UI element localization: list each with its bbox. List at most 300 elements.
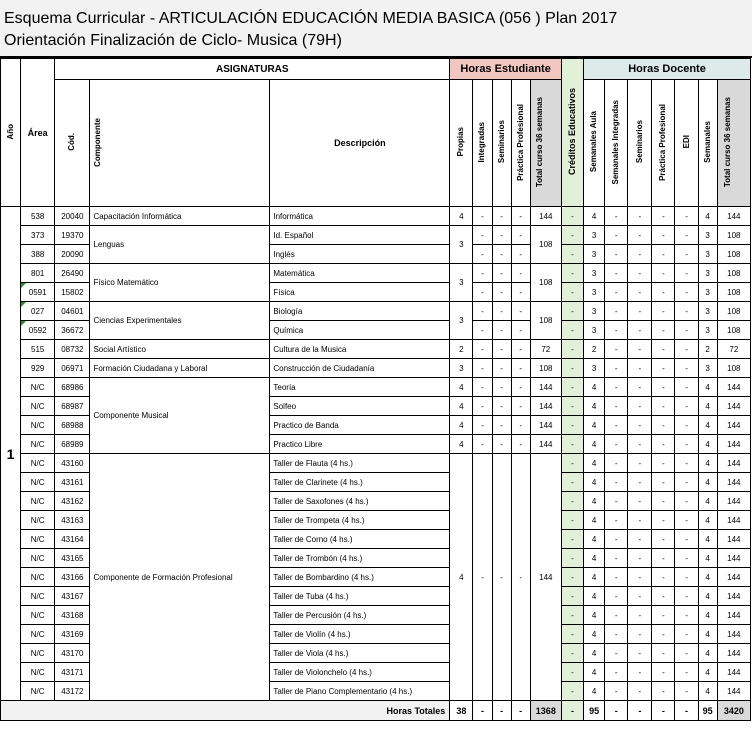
total-d-cell: 108 xyxy=(717,359,750,378)
table-row xyxy=(1,340,751,359)
sem-aula-cell: 4 xyxy=(584,511,605,530)
sem-integradas-cell: - xyxy=(605,473,628,492)
sem-aula-cell: 4 xyxy=(584,568,605,587)
sem-integradas-cell: - xyxy=(605,549,628,568)
cod-cell: 43165 xyxy=(55,549,90,568)
total-cell: 108 xyxy=(530,226,561,264)
seminarios-d-cell: - xyxy=(628,435,652,454)
descripcion-cell: Inglés xyxy=(270,245,450,264)
cod-cell: 06971 xyxy=(55,359,90,378)
semanales-cell: 4 xyxy=(698,587,717,606)
area-cell: N/C xyxy=(21,530,55,549)
totals-propias: 38 xyxy=(450,701,473,721)
creditos-cell: - xyxy=(561,530,583,549)
seminarios-cell: - xyxy=(492,283,511,302)
descripcion-cell: Taller de Tuba (4 hs.) xyxy=(270,587,450,606)
propias-cell: 2 xyxy=(450,340,473,359)
practica-d-cell: - xyxy=(652,682,675,701)
total-d-cell: 144 xyxy=(717,511,750,530)
area-cell: N/C xyxy=(21,473,55,492)
descripcion-cell: Matemática xyxy=(270,264,450,283)
sem-integradas-cell: - xyxy=(605,625,628,644)
sem-aula-cell: 4 xyxy=(584,625,605,644)
total-d-cell: 144 xyxy=(717,378,750,397)
componente-cell: Componente Musical xyxy=(90,378,270,454)
area-cell: 027 xyxy=(21,302,55,321)
header-asignaturas: ASIGNATURAS xyxy=(55,59,450,80)
seminarios-d-cell: - xyxy=(628,625,652,644)
edi-cell: - xyxy=(675,682,698,701)
descripcion-cell: Física xyxy=(270,283,450,302)
practica-d-cell: - xyxy=(652,454,675,473)
creditos-cell: - xyxy=(561,302,583,321)
practica-d-cell: - xyxy=(652,359,675,378)
propias-cell: 3 xyxy=(450,264,473,302)
edi-cell: - xyxy=(675,226,698,245)
area-cell: N/C xyxy=(21,435,55,454)
sem-integradas-cell: - xyxy=(605,682,628,701)
creditos-cell: - xyxy=(561,644,583,663)
sem-integradas-cell: - xyxy=(605,435,628,454)
practica-cell: - xyxy=(511,454,530,701)
sem-integradas-cell: - xyxy=(605,568,628,587)
area-cell: 929 xyxy=(21,359,55,378)
creditos-cell: - xyxy=(561,663,583,682)
area-cell: N/C xyxy=(21,549,55,568)
sem-aula-cell: 4 xyxy=(584,549,605,568)
cod-cell: 20090 xyxy=(55,245,90,264)
semanales-cell: 4 xyxy=(698,435,717,454)
descripcion-cell: Id. Español xyxy=(270,226,450,245)
practica-d-cell: - xyxy=(652,207,675,226)
total-cell: 144 xyxy=(530,454,561,701)
practica-d-cell: - xyxy=(652,321,675,340)
integradas-cell: - xyxy=(473,397,492,416)
seminarios-d-cell: - xyxy=(628,302,652,321)
practica-cell: - xyxy=(511,397,530,416)
semanales-cell: 4 xyxy=(698,625,717,644)
seminarios-d-cell: - xyxy=(628,530,652,549)
semanales-cell: 4 xyxy=(698,644,717,663)
semanales-cell: 3 xyxy=(698,359,717,378)
seminarios-d-cell: - xyxy=(628,397,652,416)
creditos-cell: - xyxy=(561,625,583,644)
sem-integradas-cell: - xyxy=(605,340,628,359)
total-cell: 144 xyxy=(530,435,561,454)
edi-cell: - xyxy=(675,625,698,644)
totals-practica: - xyxy=(511,701,530,721)
seminarios-d-cell: - xyxy=(628,663,652,682)
propias-cell: 3 xyxy=(450,302,473,340)
integradas-cell: - xyxy=(473,264,492,283)
table-row xyxy=(1,378,751,397)
sem-integradas-cell: - xyxy=(605,283,628,302)
seminarios-d-cell: - xyxy=(628,587,652,606)
sem-integradas-cell: - xyxy=(605,302,628,321)
practica-cell: - xyxy=(511,302,530,321)
header-cod: Cód. xyxy=(55,80,90,207)
semanales-cell: 4 xyxy=(698,568,717,587)
creditos-cell: - xyxy=(561,454,583,473)
propias-cell: 3 xyxy=(450,359,473,378)
sem-aula-cell: 4 xyxy=(584,682,605,701)
total-cell: 144 xyxy=(530,207,561,226)
edi-cell: - xyxy=(675,644,698,663)
seminarios-cell: - xyxy=(492,245,511,264)
area-cell: N/C xyxy=(21,378,55,397)
descripcion-cell: Taller de Percusión (4 hs.) xyxy=(270,606,450,625)
seminarios-d-cell: - xyxy=(628,340,652,359)
sem-aula-cell: 4 xyxy=(584,397,605,416)
sem-aula-cell: 4 xyxy=(584,530,605,549)
header-practica: Práctica Profesional xyxy=(511,80,530,207)
practica-d-cell: - xyxy=(652,663,675,682)
semanales-cell: 4 xyxy=(698,378,717,397)
practica-d-cell: - xyxy=(652,283,675,302)
table-row xyxy=(1,359,751,378)
edi-cell: - xyxy=(675,283,698,302)
creditos-cell: - xyxy=(561,549,583,568)
total-d-cell: 144 xyxy=(717,397,750,416)
area-cell: 801 xyxy=(21,264,55,283)
semanales-cell: 3 xyxy=(698,245,717,264)
sem-aula-cell: 3 xyxy=(584,359,605,378)
total-cell: 72 xyxy=(530,340,561,359)
seminarios-cell: - xyxy=(492,321,511,340)
table-row xyxy=(1,264,751,283)
practica-cell: - xyxy=(511,340,530,359)
creditos-cell: - xyxy=(561,682,583,701)
area-cell: N/C xyxy=(21,625,55,644)
creditos-cell: - xyxy=(561,473,583,492)
edi-cell: - xyxy=(675,549,698,568)
seminarios-cell: - xyxy=(492,264,511,283)
edi-cell: - xyxy=(675,435,698,454)
integradas-cell: - xyxy=(473,245,492,264)
descripcion-cell: Taller de Viola (4 hs.) xyxy=(270,644,450,663)
title-line-2: Orientación Finalización de Ciclo- Musica (79H) xyxy=(4,32,342,49)
practica-d-cell: - xyxy=(652,530,675,549)
creditos-cell: - xyxy=(561,435,583,454)
cod-cell: 36672 xyxy=(55,321,90,340)
cod-cell: 43160 xyxy=(55,454,90,473)
propias-cell: 4 xyxy=(450,454,473,701)
cod-cell: 43164 xyxy=(55,530,90,549)
sem-integradas-cell: - xyxy=(605,511,628,530)
seminarios-d-cell: - xyxy=(628,359,652,378)
componente-cell: Capacitación Informática xyxy=(90,207,270,226)
practica-d-cell: - xyxy=(652,511,675,530)
componente-cell: Componente de Formación Profesional xyxy=(90,454,270,701)
total-d-cell: 144 xyxy=(717,416,750,435)
header-seminarios: Seminarios xyxy=(492,80,511,207)
totals-aula: 95 xyxy=(584,701,605,721)
sem-integradas-cell: - xyxy=(605,663,628,682)
practica-d-cell: - xyxy=(652,245,675,264)
area-cell: N/C xyxy=(21,511,55,530)
sem-integradas-cell: - xyxy=(605,378,628,397)
header-horas-estudiante: Horas Estudiante xyxy=(450,59,562,80)
seminarios-d-cell: - xyxy=(628,568,652,587)
header-componente: Componente xyxy=(90,80,270,207)
sem-integradas-cell: - xyxy=(605,264,628,283)
totals-total: 1368 xyxy=(530,701,561,721)
total-d-cell: 144 xyxy=(717,644,750,663)
sem-aula-cell: 4 xyxy=(584,454,605,473)
cod-cell: 20040 xyxy=(55,207,90,226)
semanales-cell: 4 xyxy=(698,473,717,492)
descripcion-cell: Química xyxy=(270,321,450,340)
seminarios-cell: - xyxy=(492,454,511,701)
totals-row xyxy=(1,701,751,721)
cod-cell: 43170 xyxy=(55,644,90,663)
sem-aula-cell: 4 xyxy=(584,492,605,511)
practica-cell: - xyxy=(511,264,530,283)
cod-cell: 68989 xyxy=(55,435,90,454)
totals-semanales: 95 xyxy=(698,701,717,721)
practica-cell: - xyxy=(511,435,530,454)
componente-cell: Lenguas xyxy=(90,226,270,264)
sem-integradas-cell: - xyxy=(605,492,628,511)
total-d-cell: 72 xyxy=(717,340,750,359)
integradas-cell: - xyxy=(473,302,492,321)
propias-cell: 4 xyxy=(450,397,473,416)
creditos-cell: - xyxy=(561,492,583,511)
sem-integradas-cell: - xyxy=(605,359,628,378)
header-total36: Total curso 36 semanas xyxy=(530,80,561,207)
seminarios-d-cell: - xyxy=(628,321,652,340)
creditos-cell: - xyxy=(561,587,583,606)
practica-cell: - xyxy=(511,359,530,378)
header-practica-d: Práctica Profesional xyxy=(652,80,675,207)
total-d-cell: 144 xyxy=(717,473,750,492)
sem-aula-cell: 4 xyxy=(584,606,605,625)
semanales-cell: 4 xyxy=(698,663,717,682)
total-d-cell: 108 xyxy=(717,245,750,264)
sem-integradas-cell: - xyxy=(605,416,628,435)
total-cell: 144 xyxy=(530,416,561,435)
edi-cell: - xyxy=(675,568,698,587)
sem-aula-cell: 3 xyxy=(584,264,605,283)
semanales-cell: 4 xyxy=(698,454,717,473)
area-cell: N/C xyxy=(21,587,55,606)
descripcion-cell: Taller de Bombardino (4 hs.) xyxy=(270,568,450,587)
integradas-cell: - xyxy=(473,416,492,435)
edi-cell: - xyxy=(675,663,698,682)
totals-sem-integradas: - xyxy=(605,701,628,721)
sem-aula-cell: 4 xyxy=(584,473,605,492)
cod-cell: 43168 xyxy=(55,606,90,625)
header-edi: EDI xyxy=(675,80,698,207)
total-d-cell: 108 xyxy=(717,264,750,283)
table-row xyxy=(1,207,751,226)
practica-d-cell: - xyxy=(652,644,675,663)
seminarios-d-cell: - xyxy=(628,606,652,625)
area-cell: N/C xyxy=(21,397,55,416)
creditos-cell: - xyxy=(561,606,583,625)
creditos-cell: - xyxy=(561,264,583,283)
cod-cell: 04601 xyxy=(55,302,90,321)
creditos-cell: - xyxy=(561,321,583,340)
area-cell: N/C xyxy=(21,454,55,473)
header-sem-aula: Semanales Aula xyxy=(584,80,605,207)
cod-cell: 26490 xyxy=(55,264,90,283)
edi-cell: - xyxy=(675,264,698,283)
seminarios-cell: - xyxy=(492,397,511,416)
anio-value: 1 xyxy=(1,207,21,701)
propias-cell: 4 xyxy=(450,416,473,435)
area-cell: N/C xyxy=(21,568,55,587)
propias-cell: 4 xyxy=(450,378,473,397)
edi-cell: - xyxy=(675,397,698,416)
descripcion-cell: Biología xyxy=(270,302,450,321)
sem-aula-cell: 4 xyxy=(584,435,605,454)
practica-cell: - xyxy=(511,378,530,397)
cod-cell: 19370 xyxy=(55,226,90,245)
seminarios-d-cell: - xyxy=(628,644,652,663)
sem-aula-cell: 4 xyxy=(584,663,605,682)
sem-integradas-cell: - xyxy=(605,207,628,226)
componente-cell: Social Artístico xyxy=(90,340,270,359)
creditos-cell: - xyxy=(561,397,583,416)
header-sem-integradas: Semanales Integradas xyxy=(605,80,628,207)
practica-d-cell: - xyxy=(652,264,675,283)
total-cell: 108 xyxy=(530,264,561,302)
cod-cell: 68986 xyxy=(55,378,90,397)
practica-d-cell: - xyxy=(652,587,675,606)
practica-d-cell: - xyxy=(652,416,675,435)
total-d-cell: 144 xyxy=(717,454,750,473)
total-d-cell: 144 xyxy=(717,435,750,454)
edi-cell: - xyxy=(675,245,698,264)
header-creditos: Créditos Educativos xyxy=(561,59,583,207)
practica-d-cell: - xyxy=(652,606,675,625)
edi-cell: - xyxy=(675,587,698,606)
header-propias: Propias xyxy=(450,80,473,207)
area-cell: 515 xyxy=(21,340,55,359)
sem-aula-cell: 4 xyxy=(584,587,605,606)
descripcion-cell: Taller de Trombón (4 hs.) xyxy=(270,549,450,568)
semanales-cell: 4 xyxy=(698,397,717,416)
descripcion-cell: Practico de Banda xyxy=(270,416,450,435)
header-seminarios-d: Seminarios xyxy=(628,80,652,207)
totals-edi: - xyxy=(675,701,698,721)
sem-aula-cell: 4 xyxy=(584,416,605,435)
total-d-cell: 144 xyxy=(717,549,750,568)
descripcion-cell: Cultura de la Musica xyxy=(270,340,450,359)
semanales-cell: 4 xyxy=(698,207,717,226)
sem-integradas-cell: - xyxy=(605,321,628,340)
header-anio: Año xyxy=(1,59,21,207)
creditos-cell: - xyxy=(561,359,583,378)
descripcion-cell: Solfeo xyxy=(270,397,450,416)
cod-cell: 43172 xyxy=(55,682,90,701)
totals-total-d: 3420 xyxy=(717,701,750,721)
creditos-cell: - xyxy=(561,416,583,435)
descripcion-cell: Construcción de Ciudadanía xyxy=(270,359,450,378)
total-d-cell: 108 xyxy=(717,321,750,340)
totals-seminarios: - xyxy=(492,701,511,721)
table-row xyxy=(1,454,751,473)
seminarios-d-cell: - xyxy=(628,416,652,435)
semanales-cell: 4 xyxy=(698,511,717,530)
area-cell: N/C xyxy=(21,416,55,435)
sem-aula-cell: 4 xyxy=(584,644,605,663)
header-integradas: Integradas xyxy=(473,80,492,207)
header-total36-d: Total curso 36 semanas xyxy=(717,80,750,207)
semanales-cell: 3 xyxy=(698,226,717,245)
propias-cell: 4 xyxy=(450,207,473,226)
integradas-cell: - xyxy=(473,226,492,245)
semanales-cell: 4 xyxy=(698,416,717,435)
integradas-cell: - xyxy=(473,435,492,454)
descripcion-cell: Informática xyxy=(270,207,450,226)
header-semanales: Semanales xyxy=(698,80,717,207)
table-row xyxy=(1,226,751,245)
creditos-cell: - xyxy=(561,568,583,587)
seminarios-d-cell: - xyxy=(628,264,652,283)
semanales-cell: 3 xyxy=(698,264,717,283)
total-d-cell: 144 xyxy=(717,492,750,511)
header-horas-docente: Horas Docente xyxy=(584,59,751,80)
totals-creditos: - xyxy=(561,701,583,721)
total-cell: 144 xyxy=(530,397,561,416)
edi-cell: - xyxy=(675,321,698,340)
seminarios-d-cell: - xyxy=(628,283,652,302)
seminarios-d-cell: - xyxy=(628,549,652,568)
sem-aula-cell: 3 xyxy=(584,283,605,302)
seminarios-d-cell: - xyxy=(628,454,652,473)
cod-cell: 08732 xyxy=(55,340,90,359)
seminarios-d-cell: - xyxy=(628,682,652,701)
area-cell: 373 xyxy=(21,226,55,245)
practica-cell: - xyxy=(511,226,530,245)
totals-label: Horas Totales xyxy=(1,701,450,721)
creditos-cell: - xyxy=(561,226,583,245)
semanales-cell: 3 xyxy=(698,302,717,321)
edi-cell: - xyxy=(675,454,698,473)
sem-integradas-cell: - xyxy=(605,644,628,663)
propias-cell: 4 xyxy=(450,435,473,454)
practica-d-cell: - xyxy=(652,435,675,454)
title-box xyxy=(0,0,752,58)
edi-cell: - xyxy=(675,473,698,492)
sem-integradas-cell: - xyxy=(605,606,628,625)
practica-cell: - xyxy=(511,416,530,435)
descripcion-cell: Practico Libre xyxy=(270,435,450,454)
integradas-cell: - xyxy=(473,378,492,397)
practica-d-cell: - xyxy=(652,492,675,511)
seminarios-d-cell: - xyxy=(628,492,652,511)
seminarios-cell: - xyxy=(492,226,511,245)
creditos-cell: - xyxy=(561,207,583,226)
semanales-cell: 3 xyxy=(698,283,717,302)
area-cell: N/C xyxy=(21,644,55,663)
semanales-cell: 3 xyxy=(698,321,717,340)
cod-cell: 43171 xyxy=(55,663,90,682)
integradas-cell: - xyxy=(473,321,492,340)
practica-d-cell: - xyxy=(652,625,675,644)
semanales-cell: 4 xyxy=(698,492,717,511)
creditos-cell: - xyxy=(561,283,583,302)
sem-integradas-cell: - xyxy=(605,245,628,264)
cod-cell: 68988 xyxy=(55,416,90,435)
practica-d-cell: - xyxy=(652,549,675,568)
creditos-cell: - xyxy=(561,340,583,359)
total-d-cell: 108 xyxy=(717,226,750,245)
seminarios-cell: - xyxy=(492,302,511,321)
edi-cell: - xyxy=(675,359,698,378)
